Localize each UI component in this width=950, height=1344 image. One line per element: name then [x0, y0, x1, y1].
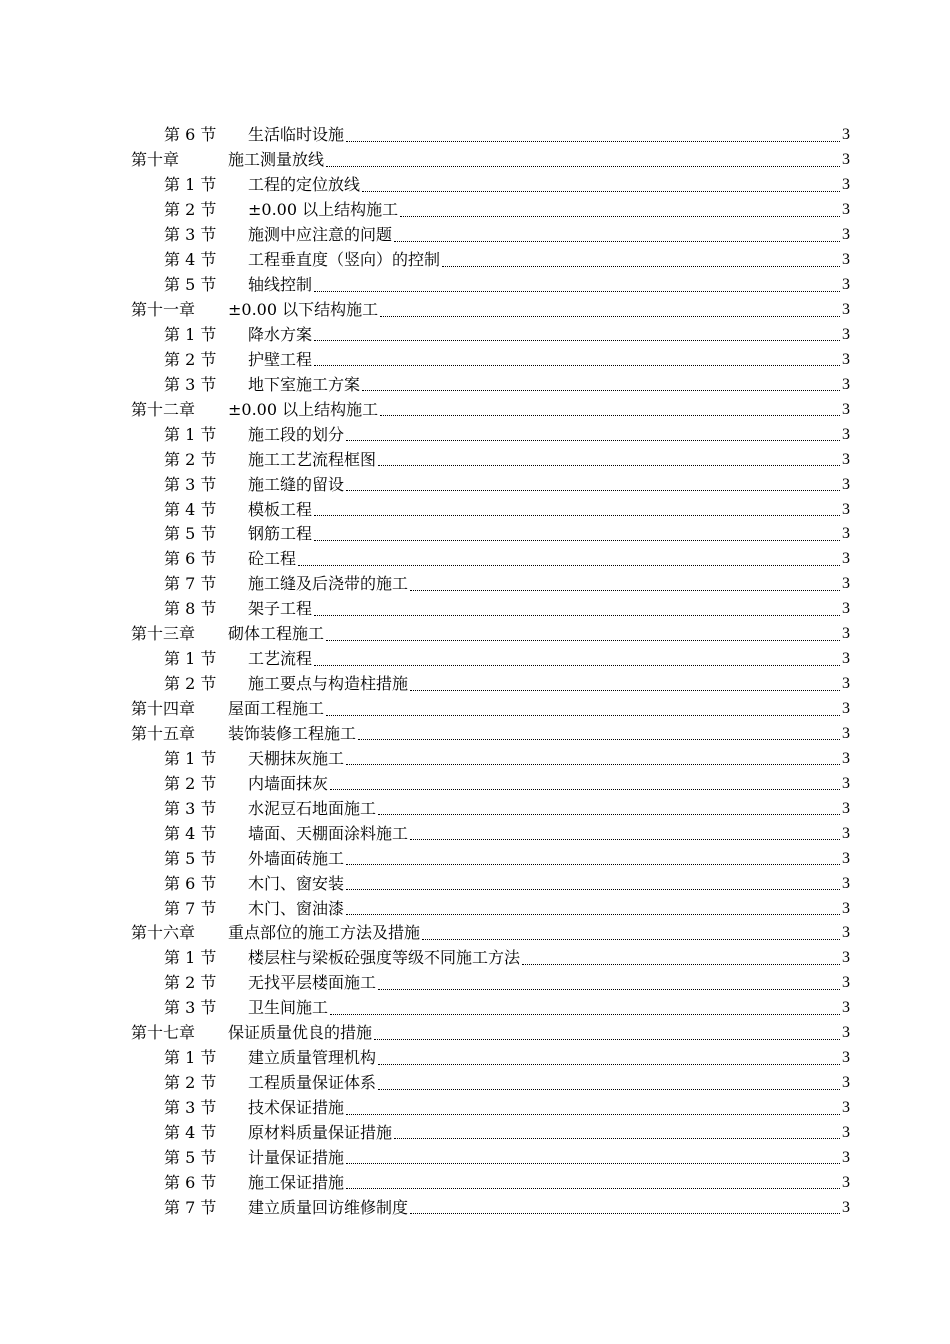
- toc-entry-page-number: 3: [842, 201, 850, 219]
- toc-entry-page-number: 3: [842, 949, 850, 967]
- toc-entry-number: 第 4 节: [164, 250, 217, 270]
- toc-entry-title: 地下室施工方案: [248, 374, 361, 394]
- toc-entry-title: 施工要点与构造柱措施: [248, 674, 409, 694]
- dot-leader: [400, 215, 840, 217]
- toc-entry-number: 第 3 节: [164, 798, 217, 818]
- toc-entry-number: 第 6 节: [164, 549, 217, 569]
- dot-leader: [314, 514, 840, 516]
- toc-chapter-entry[interactable]: [0, 722, 950, 747]
- toc-section-entry[interactable]: [0, 672, 950, 697]
- dot-leader: [346, 913, 840, 915]
- dot-leader: [346, 1162, 840, 1164]
- toc-section-entry[interactable]: [0, 1145, 950, 1170]
- dot-leader: [346, 888, 840, 890]
- toc-entry-title: 施工缝的留设: [248, 474, 345, 494]
- toc-entry-page-number: 3: [842, 450, 850, 468]
- dot-leader: [380, 414, 840, 416]
- toc-section-entry[interactable]: [0, 1121, 950, 1146]
- toc-entry-title: 施工工艺流程框图: [248, 449, 377, 469]
- toc-entry-title: 计量保证措施: [248, 1147, 345, 1167]
- toc-entry-page-number: 3: [842, 350, 850, 368]
- toc-entry-page-number: 3: [842, 650, 850, 668]
- toc-entry-page-number: 3: [842, 749, 850, 767]
- toc-section-entry[interactable]: [0, 846, 950, 871]
- dot-leader: [346, 140, 840, 142]
- toc-section-entry[interactable]: [0, 896, 950, 921]
- dot-leader: [314, 339, 840, 341]
- toc-entry-title: 原材料质量保证措施: [248, 1122, 393, 1142]
- toc-entry-page-number: 3: [842, 400, 850, 418]
- toc-entry-number: 第 1 节: [164, 424, 217, 444]
- toc-entry-number: 第 5 节: [164, 848, 217, 868]
- toc-section-entry[interactable]: [0, 796, 950, 821]
- toc-entry-title: 工程的定位放线: [248, 175, 361, 195]
- dot-leader: [346, 1187, 840, 1189]
- toc-entry-title: 工程垂直度（竖向）的控制: [248, 250, 441, 270]
- toc-entry-number: 第 1 节: [164, 948, 217, 968]
- dot-leader: [330, 788, 840, 790]
- toc-entry-title: 装饰装修工程施工: [228, 723, 357, 743]
- toc-entry-title: 钢筋工程: [248, 524, 313, 544]
- dot-leader: [378, 988, 840, 990]
- toc-entry-number: 第 2 节: [164, 1073, 217, 1093]
- toc-entry-title: 工艺流程: [248, 649, 313, 669]
- toc-entry-page-number: 3: [842, 799, 850, 817]
- dot-leader: [346, 439, 840, 441]
- toc-section-entry[interactable]: [0, 597, 950, 622]
- toc-entry-page-number: 3: [842, 924, 850, 942]
- toc-entry-title: 屋面工程施工: [228, 699, 325, 719]
- toc-entry-page-number: 3: [842, 899, 850, 917]
- toc-entry-number: 第十二章: [131, 399, 196, 419]
- toc-section-entry[interactable]: [0, 472, 950, 497]
- toc-entry-page-number: 3: [842, 550, 850, 568]
- toc-entry-page-number: 3: [842, 625, 850, 643]
- toc-entry-title: 架子工程: [248, 599, 313, 619]
- toc-entry-title: 降水方案: [248, 324, 313, 344]
- dot-leader: [410, 689, 840, 691]
- toc-section-entry[interactable]: [0, 223, 950, 248]
- toc-section-entry[interactable]: [0, 771, 950, 796]
- toc-entry-number: 第 2 节: [164, 349, 217, 369]
- dot-leader: [374, 1038, 840, 1040]
- toc-entry-title: 施工段的划分: [248, 424, 345, 444]
- toc-section-entry[interactable]: [0, 946, 950, 971]
- toc-entry-page-number: 3: [842, 525, 850, 543]
- toc-chapter-entry[interactable]: [0, 1021, 950, 1046]
- toc-section-entry[interactable]: [0, 248, 950, 273]
- toc-entry-number: 第十三章: [131, 624, 196, 644]
- table-of-contents: [0, 123, 950, 1220]
- toc-entry-title: 施测中应注意的问题: [248, 225, 393, 245]
- toc-entry-title: 砼工程: [248, 549, 297, 569]
- toc-entry-page-number: 3: [842, 999, 850, 1017]
- dot-leader: [380, 315, 840, 317]
- toc-section-entry[interactable]: [0, 1071, 950, 1096]
- toc-entry-title: 外墙面砖施工: [248, 848, 345, 868]
- toc-section-entry[interactable]: [0, 547, 950, 572]
- toc-entry-number: 第 1 节: [164, 649, 217, 669]
- toc-entry-page-number: 3: [842, 974, 850, 992]
- toc-entry-number: 第十七章: [131, 1023, 196, 1043]
- toc-entry-number: 第 8 节: [164, 599, 217, 619]
- toc-entry-title: 天棚抹灰施工: [248, 748, 345, 768]
- dot-leader: [410, 838, 840, 840]
- toc-entry-number: 第 1 节: [164, 748, 217, 768]
- toc-entry-page-number: 3: [842, 1024, 850, 1042]
- toc-entry-page-number: 3: [842, 251, 850, 269]
- toc-entry-page-number: 3: [842, 700, 850, 718]
- toc-entry-number: 第 4 节: [164, 823, 217, 843]
- toc-section-entry[interactable]: [0, 647, 950, 672]
- toc-section-entry[interactable]: [0, 347, 950, 372]
- toc-entry-page-number: 3: [842, 675, 850, 693]
- toc-entry-number: 第 6 节: [164, 1172, 217, 1192]
- toc-entry-page-number: 3: [842, 301, 850, 319]
- toc-entry-number: 第 2 节: [164, 674, 217, 694]
- toc-section-entry[interactable]: [0, 447, 950, 472]
- toc-entry-title: 建立质量管理机构: [248, 1048, 377, 1068]
- toc-entry-title: 砌体工程施工: [228, 624, 325, 644]
- toc-entry-page-number: 3: [842, 1049, 850, 1067]
- toc-entry-title: 施工保证措施: [248, 1172, 345, 1192]
- toc-entry-number: 第 7 节: [164, 898, 217, 918]
- toc-entry-number: 第十五章: [131, 723, 196, 743]
- toc-section-entry[interactable]: [0, 572, 950, 597]
- toc-entry-number: 第 4 节: [164, 1122, 217, 1142]
- toc-entry-page-number: 3: [842, 1198, 850, 1216]
- dot-leader: [522, 963, 840, 965]
- toc-section-entry[interactable]: [0, 871, 950, 896]
- dot-leader: [326, 639, 840, 641]
- toc-entry-page-number: 3: [842, 276, 850, 294]
- toc-entry-page-number: 3: [842, 874, 850, 892]
- dot-leader: [346, 763, 840, 765]
- toc-section-entry[interactable]: [0, 1046, 950, 1071]
- dot-leader: [314, 539, 840, 541]
- toc-entry-number: 第十四章: [131, 699, 196, 719]
- toc-section-entry[interactable]: [0, 821, 950, 846]
- dot-leader: [362, 190, 840, 192]
- toc-entry-number: 第 1 节: [164, 1048, 217, 1068]
- toc-entry-number: 第 5 节: [164, 275, 217, 295]
- toc-entry-number: 第 3 节: [164, 374, 217, 394]
- dot-leader: [298, 564, 840, 566]
- dot-leader: [394, 240, 840, 242]
- toc-section-entry[interactable]: [0, 323, 950, 348]
- toc-entry-number: 第 5 节: [164, 524, 217, 544]
- toc-section-entry[interactable]: [0, 173, 950, 198]
- dot-leader: [422, 938, 840, 940]
- dot-leader: [378, 813, 840, 815]
- toc-section-entry[interactable]: [0, 1170, 950, 1195]
- toc-entry-number: 第 6 节: [164, 873, 217, 893]
- dot-leader: [314, 364, 840, 366]
- dot-leader: [378, 1063, 840, 1065]
- toc-entry-page-number: 3: [842, 475, 850, 493]
- toc-entry-title: 施工缝及后浇带的施工: [248, 574, 409, 594]
- toc-section-entry[interactable]: [0, 522, 950, 547]
- toc-entry-number: 第 3 节: [164, 225, 217, 245]
- toc-entry-title: 水泥豆石地面施工: [248, 798, 377, 818]
- toc-entry-title: ±0.00 以下结构施工: [228, 300, 379, 320]
- toc-entry-title: 楼层柱与梁板砼强度等级不同施工方法: [248, 948, 521, 968]
- toc-entry-title: 生活临时设施: [248, 125, 345, 145]
- dot-leader: [346, 1113, 840, 1115]
- toc-entry-page-number: 3: [842, 724, 850, 742]
- toc-entry-number: 第 4 节: [164, 499, 217, 519]
- toc-entry-number: 第十一章: [131, 300, 196, 320]
- toc-entry-page-number: 3: [842, 600, 850, 618]
- toc-entry-number: 第 5 节: [164, 1147, 217, 1167]
- toc-entry-title: 重点部位的施工方法及措施: [228, 923, 421, 943]
- toc-entry-page-number: 3: [842, 1173, 850, 1191]
- toc-section-entry[interactable]: [0, 123, 950, 148]
- toc-chapter-entry[interactable]: [0, 697, 950, 722]
- dot-leader: [326, 714, 840, 716]
- dot-leader: [378, 464, 840, 466]
- toc-entry-title: 轴线控制: [248, 275, 313, 295]
- toc-entry-title: 模板工程: [248, 499, 313, 519]
- toc-chapter-entry[interactable]: [0, 622, 950, 647]
- toc-entry-page-number: 3: [842, 1148, 850, 1166]
- toc-section-entry[interactable]: [0, 996, 950, 1021]
- toc-entry-number: 第 2 节: [164, 449, 217, 469]
- toc-section-entry[interactable]: [0, 198, 950, 223]
- dot-leader: [394, 1137, 840, 1139]
- dot-leader: [314, 614, 840, 616]
- toc-entry-page-number: 3: [842, 126, 850, 144]
- dot-leader: [314, 664, 840, 666]
- toc-entry-title: 施工测量放线: [228, 150, 325, 170]
- toc-entry-page-number: 3: [842, 1123, 850, 1141]
- toc-entry-number: 第十六章: [131, 923, 196, 943]
- toc-section-entry[interactable]: [0, 372, 950, 397]
- toc-entry-number: 第 3 节: [164, 474, 217, 494]
- toc-entry-page-number: 3: [842, 774, 850, 792]
- toc-entry-number: 第 2 节: [164, 973, 217, 993]
- toc-entry-page-number: 3: [842, 849, 850, 867]
- dot-leader: [362, 389, 840, 391]
- toc-section-entry[interactable]: [0, 497, 950, 522]
- toc-entry-title: 保证质量优良的措施: [228, 1023, 373, 1043]
- toc-section-entry[interactable]: [0, 1195, 950, 1220]
- dot-leader: [346, 489, 840, 491]
- toc-entry-title: 卫生间施工: [248, 998, 329, 1018]
- toc-entry-title: 墙面、天棚面涂料施工: [248, 823, 409, 843]
- toc-entry-number: 第 2 节: [164, 200, 217, 220]
- toc-entry-title: ±0.00 以上结构施工: [248, 200, 399, 220]
- toc-entry-page-number: 3: [842, 375, 850, 393]
- toc-chapter-entry[interactable]: [0, 298, 950, 323]
- dot-leader: [442, 265, 840, 267]
- toc-entry-page-number: 3: [842, 575, 850, 593]
- dot-leader: [330, 1013, 840, 1015]
- toc-entry-number: 第 2 节: [164, 773, 217, 793]
- toc-chapter-entry[interactable]: [0, 397, 950, 422]
- toc-entry-page-number: 3: [842, 425, 850, 443]
- toc-entry-page-number: 3: [842, 500, 850, 518]
- toc-section-entry[interactable]: [0, 422, 950, 447]
- toc-entry-title: ±0.00 以上结构施工: [228, 399, 379, 419]
- dot-leader: [358, 738, 840, 740]
- dot-leader: [314, 290, 840, 292]
- toc-entry-page-number: 3: [842, 325, 850, 343]
- toc-entry-page-number: 3: [842, 1074, 850, 1092]
- toc-entry-title: 木门、窗安装: [248, 873, 345, 893]
- dot-leader: [346, 863, 840, 865]
- toc-section-entry[interactable]: [0, 746, 950, 771]
- toc-entry-title: 内墙面抹灰: [248, 773, 329, 793]
- toc-entry-number: 第 7 节: [164, 574, 217, 594]
- toc-entry-number: 第十章: [131, 150, 180, 170]
- toc-section-entry[interactable]: [0, 971, 950, 996]
- toc-entry-page-number: 3: [842, 1099, 850, 1117]
- toc-entry-title: 护壁工程: [248, 349, 313, 369]
- toc-entry-number: 第 6 节: [164, 125, 217, 145]
- toc-entry-number: 第 3 节: [164, 1098, 217, 1118]
- dot-leader: [378, 1088, 840, 1090]
- dot-leader: [326, 165, 840, 167]
- toc-entry-number: 第 3 节: [164, 998, 217, 1018]
- toc-entry-title: 建立质量回访维修制度: [248, 1197, 409, 1217]
- toc-section-entry[interactable]: [0, 1096, 950, 1121]
- dot-leader: [410, 1212, 840, 1214]
- toc-entry-number: 第 1 节: [164, 324, 217, 344]
- toc-entry-page-number: 3: [842, 176, 850, 194]
- toc-entry-title: 工程质量保证体系: [248, 1073, 377, 1093]
- toc-entry-number: 第 7 节: [164, 1197, 217, 1217]
- toc-entry-title: 无找平层楼面施工: [248, 973, 377, 993]
- toc-entry-title: 技术保证措施: [248, 1098, 345, 1118]
- toc-section-entry[interactable]: [0, 273, 950, 298]
- toc-chapter-entry[interactable]: [0, 148, 950, 173]
- toc-entry-title: 木门、窗油漆: [248, 898, 345, 918]
- dot-leader: [410, 589, 840, 591]
- toc-entry-page-number: 3: [842, 824, 850, 842]
- toc-entry-page-number: 3: [842, 226, 850, 244]
- toc-entry-page-number: 3: [842, 151, 850, 169]
- toc-chapter-entry[interactable]: [0, 921, 950, 946]
- toc-entry-number: 第 1 节: [164, 175, 217, 195]
